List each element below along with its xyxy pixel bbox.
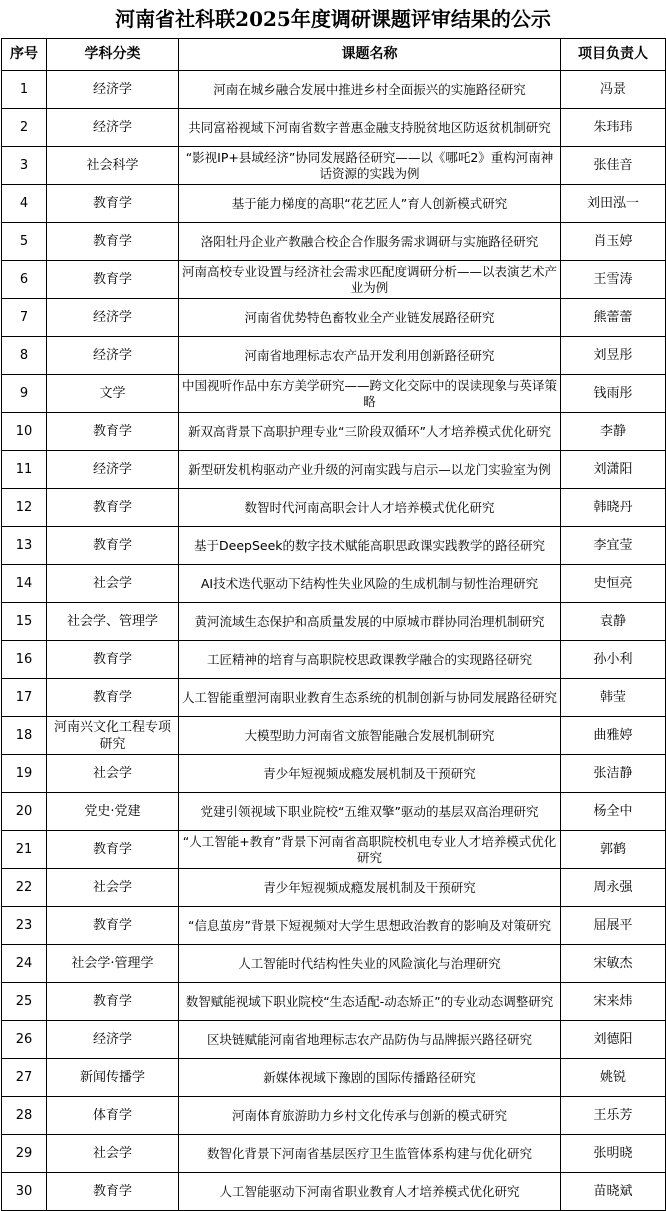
table-row (2, 489, 666, 527)
table-row (2, 1135, 666, 1173)
cell-topic: 人工智能驱动下河南省职业教育人才培养模式优化研究 (179, 1173, 561, 1211)
cell-topic: 大模型助力河南省文旅智能融合发展机制研究 (179, 717, 561, 755)
table-row (2, 299, 666, 337)
cell-category: 教育学 (47, 983, 179, 1021)
cell-no: 19 (2, 755, 47, 793)
cell-topic: “信息茧房”背景下短视频对大学生思想政治教育的影响及对策研究 (179, 907, 561, 945)
table-row (2, 1021, 666, 1059)
cell-no: 10 (2, 413, 47, 451)
cell-leader: 张佳音 (561, 147, 666, 185)
cell-category: 社会学·管理学 (47, 945, 179, 983)
cell-no: 9 (2, 375, 47, 413)
cell-no: 27 (2, 1059, 47, 1097)
table-row (2, 755, 666, 793)
table-row (2, 375, 666, 413)
cell-category: 经济学 (47, 451, 179, 489)
cell-leader: 熊蕾蕾 (561, 299, 666, 337)
cell-category: 社会学、管理学 (47, 603, 179, 641)
cell-no: 12 (2, 489, 47, 527)
cell-no: 1 (2, 71, 47, 109)
cell-leader: 刘田泓一 (561, 185, 666, 223)
table-row (2, 527, 666, 565)
cell-category: 教育学 (47, 413, 179, 451)
cell-no: 24 (2, 945, 47, 983)
cell-no: 28 (2, 1097, 47, 1135)
cell-leader: 肖玉婷 (561, 223, 666, 261)
cell-leader: 苗晓斌 (561, 1173, 666, 1211)
cell-leader: 李静 (561, 413, 666, 451)
cell-topic: 基于DeepSeek的数字技术赋能高职思政课实践教学的路径研究 (179, 527, 561, 565)
cell-leader: 王雪涛 (561, 261, 666, 299)
table-row (2, 1059, 666, 1097)
table-row (2, 603, 666, 641)
cell-topic: 青少年短视频成瘾发展机制及干预研究 (179, 755, 561, 793)
header-topic: 课题名称 (179, 39, 561, 71)
cell-category: 社会学 (47, 565, 179, 603)
table-body (2, 71, 666, 1211)
cell-leader: 史恒亮 (561, 565, 666, 603)
cell-category: 社会科学 (47, 147, 179, 185)
cell-leader: 刘潇阳 (561, 451, 666, 489)
cell-topic: 青少年短视频成瘾发展机制及干预研究 (179, 869, 561, 907)
cell-category: 教育学 (47, 261, 179, 299)
cell-no: 23 (2, 907, 47, 945)
cell-no: 2 (2, 109, 47, 147)
cell-no: 18 (2, 717, 47, 755)
cell-leader: 冯景 (561, 71, 666, 109)
cell-leader: 韩莹 (561, 679, 666, 717)
cell-topic: “人工智能+教育”背景下河南省高职院校机电专业人才培养模式优化研究 (179, 831, 561, 869)
cell-category: 教育学 (47, 831, 179, 869)
cell-topic: 党建引领视域下职业院校“五维双擎”驱动的基层双高治理研究 (179, 793, 561, 831)
cell-topic: 基于能力梯度的高职“花艺匠人”育人创新模式研究 (179, 185, 561, 223)
cell-no: 3 (2, 147, 47, 185)
table-row (2, 109, 666, 147)
table-row (2, 185, 666, 223)
cell-topic: 新媒体视域下豫剧的国际传播路径研究 (179, 1059, 561, 1097)
cell-no: 7 (2, 299, 47, 337)
table-row (2, 261, 666, 299)
cell-no: 29 (2, 1135, 47, 1173)
cell-leader: 袁静 (561, 603, 666, 641)
cell-category: 教育学 (47, 907, 179, 945)
table-row (2, 793, 666, 831)
cell-topic: 新型研发机构驱动产业升级的河南实践与启示—以龙门实验室为例 (179, 451, 561, 489)
header-leader: 项目负责人 (561, 39, 666, 71)
cell-leader: 李宜莹 (561, 527, 666, 565)
cell-topic: 数智化背景下河南省基层医疗卫生监管体系构建与优化研究 (179, 1135, 561, 1173)
cell-topic: 中国视听作品中东方美学研究——跨文化交际中的误读现象与英译策略 (179, 375, 561, 413)
cell-leader: 郭鹤 (561, 831, 666, 869)
cell-category: 经济学 (47, 1021, 179, 1059)
cell-leader: 宋来炜 (561, 983, 666, 1021)
cell-no: 11 (2, 451, 47, 489)
cell-leader: 杨全中 (561, 793, 666, 831)
cell-no: 4 (2, 185, 47, 223)
cell-no: 26 (2, 1021, 47, 1059)
table-row (2, 71, 666, 109)
cell-category: 体育学 (47, 1097, 179, 1135)
cell-leader: 周永强 (561, 869, 666, 907)
results-table (1, 38, 666, 1211)
cell-leader: 朱玮玮 (561, 109, 666, 147)
cell-leader: 张明晓 (561, 1135, 666, 1173)
cell-category: 新闻传播学 (47, 1059, 179, 1097)
cell-category: 党史·党建 (47, 793, 179, 831)
table-row (2, 1097, 666, 1135)
cell-category: 经济学 (47, 299, 179, 337)
cell-category: 河南兴文化工程专项研究 (47, 717, 179, 755)
cell-category: 经济学 (47, 109, 179, 147)
cell-category: 教育学 (47, 1173, 179, 1211)
cell-category: 教育学 (47, 679, 179, 717)
cell-category: 社会学 (47, 1135, 179, 1173)
cell-no: 20 (2, 793, 47, 831)
table-header-row (2, 39, 666, 71)
table-row (2, 337, 666, 375)
table-row (2, 869, 666, 907)
cell-no: 25 (2, 983, 47, 1021)
cell-leader: 宋敏杰 (561, 945, 666, 983)
cell-no: 21 (2, 831, 47, 869)
cell-leader: 钱雨彤 (561, 375, 666, 413)
cell-topic: 河南省优势特色畜牧业全产业链发展路径研究 (179, 299, 561, 337)
cell-topic: 共同富裕视域下河南省数字普惠金融支持脱贫地区防返贫机制研究 (179, 109, 561, 147)
cell-topic: 工匠精神的培育与高职院校思政课教学融合的实现路径研究 (179, 641, 561, 679)
cell-topic: 河南体育旅游助力乡村文化传承与创新的模式研究 (179, 1097, 561, 1135)
cell-no: 8 (2, 337, 47, 375)
cell-no: 13 (2, 527, 47, 565)
table-row (2, 717, 666, 755)
cell-topic: 人工智能时代结构性失业的风险演化与治理研究 (179, 945, 561, 983)
cell-topic: 河南省地理标志农产品开发利用创新路径研究 (179, 337, 561, 375)
cell-leader: 曲雅婷 (561, 717, 666, 755)
cell-topic: 数智时代河南高职会计人才培养模式优化研究 (179, 489, 561, 527)
cell-topic: 洛阳牡丹企业产教融合校企合作服务需求调研与实施路径研究 (179, 223, 561, 261)
cell-topic: “影视IP+县域经济”协同发展路径研究——以《哪吒2》重构河南神话资源的实践为例 (179, 147, 561, 185)
cell-no: 6 (2, 261, 47, 299)
table-row (2, 641, 666, 679)
cell-category: 经济学 (47, 337, 179, 375)
cell-no: 30 (2, 1173, 47, 1211)
cell-no: 17 (2, 679, 47, 717)
cell-category: 教育学 (47, 641, 179, 679)
cell-category: 教育学 (47, 527, 179, 565)
cell-topic: 河南高校专业设置与经济社会需求匹配度调研分析——以表演艺术产业为例 (179, 261, 561, 299)
table-row (2, 223, 666, 261)
cell-topic: 区块链赋能河南省地理标志农产品防伪与品牌振兴路径研究 (179, 1021, 561, 1059)
table-row (2, 1173, 666, 1211)
cell-no: 22 (2, 869, 47, 907)
header-no: 序号 (2, 39, 47, 71)
cell-category: 教育学 (47, 489, 179, 527)
header-category: 学科分类 (47, 39, 179, 71)
cell-topic: 数智赋能视域下职业院校“生态适配-动态矫正”的专业动态调整研究 (179, 983, 561, 1021)
table-row (2, 945, 666, 983)
table-row (2, 413, 666, 451)
cell-topic: 河南在城乡融合发展中推进乡村全面振兴的实施路径研究 (179, 71, 561, 109)
cell-category: 教育学 (47, 185, 179, 223)
cell-leader: 屈展平 (561, 907, 666, 945)
cell-no: 5 (2, 223, 47, 261)
cell-leader: 刘德阳 (561, 1021, 666, 1059)
cell-topic: AI技术迭代驱动下结构性失业风险的生成机制与韧性治理研究 (179, 565, 561, 603)
cell-category: 教育学 (47, 223, 179, 261)
cell-category: 社会学 (47, 869, 179, 907)
table-row (2, 983, 666, 1021)
cell-leader: 刘昱彤 (561, 337, 666, 375)
cell-no: 16 (2, 641, 47, 679)
cell-leader: 孙小利 (561, 641, 666, 679)
table-row (2, 831, 666, 869)
cell-no: 15 (2, 603, 47, 641)
table-row (2, 907, 666, 945)
cell-topic: 新双高背景下高职护理专业“三阶段双循环”人才培养模式优化研究 (179, 413, 561, 451)
table-row (2, 451, 666, 489)
page-title: 河南省社科联2025年度调研课题评审结果的公示 (115, 7, 551, 31)
cell-leader: 韩晓丹 (561, 489, 666, 527)
table-row (2, 679, 666, 717)
cell-category: 经济学 (47, 71, 179, 109)
table-row (2, 147, 666, 185)
cell-topic: 黄河流域生态保护和高质量发展的中原城市群协同治理机制研究 (179, 603, 561, 641)
cell-category: 社会学 (47, 755, 179, 793)
table-row (2, 565, 666, 603)
cell-no: 14 (2, 565, 47, 603)
cell-topic: 人工智能重塑河南职业教育生态系统的机制创新与协同发展路径研究 (179, 679, 561, 717)
cell-category: 文学 (47, 375, 179, 413)
cell-leader: 张洁静 (561, 755, 666, 793)
cell-leader: 姚锐 (561, 1059, 666, 1097)
cell-leader: 王乐芳 (561, 1097, 666, 1135)
